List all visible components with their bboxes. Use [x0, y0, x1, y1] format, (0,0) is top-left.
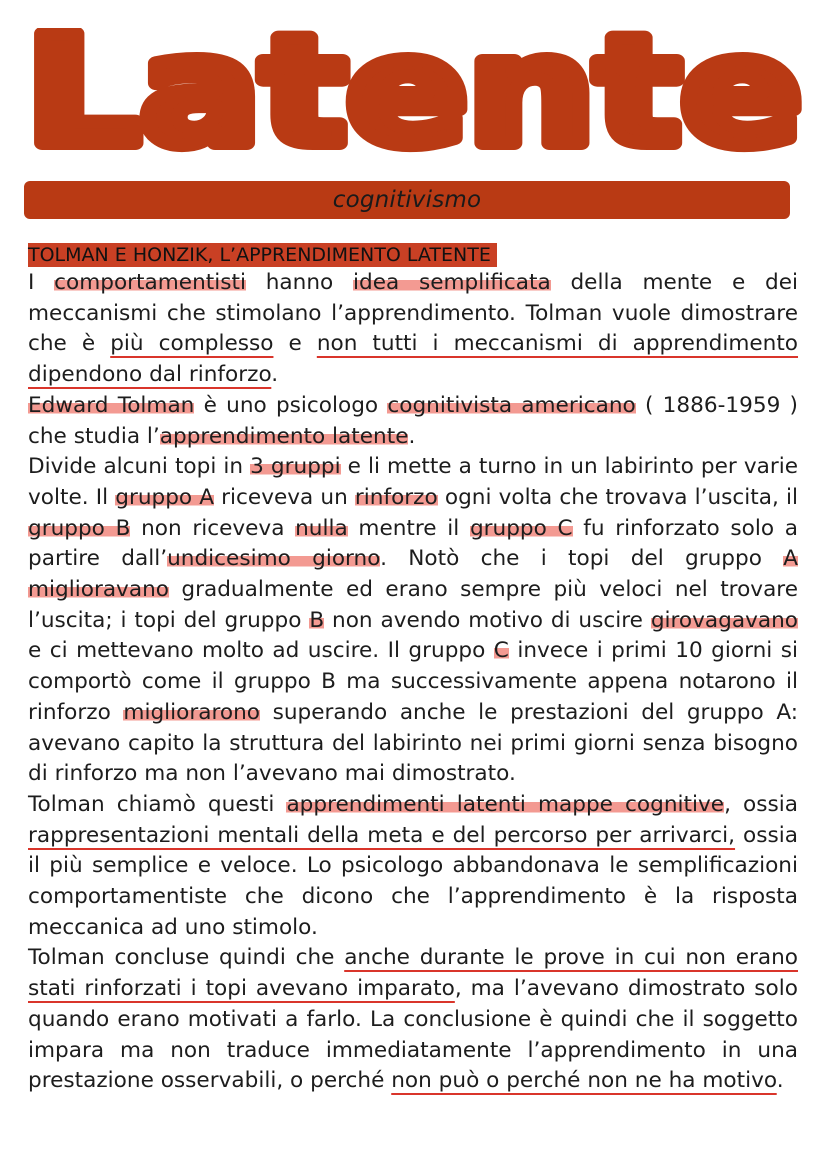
text: ( 1886-1959 ) che studia l’: [28, 392, 798, 449]
paragraph-1: [28, 268, 798, 391]
highlight: gruppo B: [28, 515, 131, 541]
highlight: cognitivista americano: [387, 392, 636, 418]
text: ogni volta che trovava l’uscita, il: [437, 484, 798, 510]
body-text: [28, 268, 798, 1097]
text: gradualmente ed erano sempre più veloci nel trovare l’uscita; i topi del gruppo: [28, 577, 798, 633]
highlight: undicesimo giorno: [167, 546, 381, 572]
text: Tolman concluse quindi che: [28, 945, 345, 971]
text: , ossia: [724, 791, 798, 817]
underline: non tutti i meccanismi di apprendimento dipendono dal rinforzo: [28, 331, 799, 388]
highlight: girovagavano: [650, 607, 798, 633]
text: Divide alcuni topi in: [28, 454, 251, 480]
highlight: C: [493, 638, 509, 664]
text: .: [776, 1068, 784, 1094]
text: . Notò che i topi del gruppo: [380, 546, 784, 572]
paragraph-5: [28, 943, 798, 1097]
text: mentre il: [347, 515, 470, 541]
highlight: 3 gruppi: [250, 454, 341, 480]
page-title-text: Latente: [26, 28, 802, 168]
highlight: A miglioravano: [28, 546, 799, 603]
text: Tolman chiamò questi: [28, 791, 287, 817]
text: , ma l’avevano dimostrato solo quando erano motivati a farlo. La conclusione è quindi che il soggetto impara ma non traduce immediatamente l’apprendimento in una prestazione osservabili, o perché: [28, 976, 798, 1094]
underline: anche durante le prove in cui non erano stati rinforzati i topi avevano imparato: [28, 945, 798, 1002]
text: e: [273, 331, 317, 357]
paragraph-2: [28, 391, 798, 452]
text: riceveva un: [214, 484, 355, 510]
paragraph-3: [28, 452, 798, 790]
highlight: rinforzo: [354, 484, 438, 510]
text: .: [271, 362, 279, 388]
text: ossia il più semplice e veloce. Lo psicologo abbandonava le semplificazioni comportamentiste che dicono che l’apprendimento è la risposta meccanica ad uno stimolo.: [28, 822, 798, 940]
highlight: migliorarono: [123, 699, 260, 725]
highlight: gruppo C: [469, 515, 573, 541]
text: è uno psicologo: [194, 392, 388, 418]
highlight: Edward Tolman: [28, 392, 195, 418]
text: e ci mettevano molto ad uscire. Il gruppo: [28, 638, 494, 664]
text: I: [28, 270, 55, 295]
highlight: apprendimento latente: [159, 423, 409, 449]
underline: rappresentazioni mentali della meta e del percorso per arrivarci,: [28, 822, 736, 848]
text: non avendo motivo di uscire: [324, 607, 651, 633]
highlight: gruppo A: [115, 484, 215, 510]
paragraph-4: [28, 790, 798, 944]
text: della mente e dei meccanismi che stimolano l’apprendimento. Tolman vuole dimostrare che è: [28, 270, 799, 357]
highlight: B: [309, 607, 325, 633]
text: fu rinforzato solo a partire dall’: [28, 515, 798, 572]
underline: non può o perché non ne ha motivo: [391, 1068, 777, 1094]
highlight: nulla: [295, 515, 348, 541]
subtitle-bar: [24, 181, 790, 219]
text: .: [408, 423, 416, 449]
text: superando anche le prestazioni del gruppo A: avevano capito la struttura del labirinto nei primi giorni senza bisogno di rinforzo ma non l’avevano mai dimostrato.: [28, 699, 798, 787]
text: hanno: [245, 270, 353, 295]
text: e li mette a turno in un labirinto per varie volte. Il: [28, 454, 798, 510]
highlight: comportamentisti: [54, 270, 246, 295]
page-title: [22, 28, 806, 168]
section-heading: TOLMAN E HONZIK, L’APPRENDIMENTO LATENTE: [28, 243, 497, 267]
text: non riceveva: [130, 515, 296, 541]
underline: più complesso: [110, 331, 274, 357]
highlight: idea semplificata: [353, 270, 551, 295]
text: invece i primi 10 giorni si comportò come il gruppo B ma successivamente appena notarono il rinforzo: [28, 638, 798, 725]
subtitle: cognitivismo: [332, 187, 482, 213]
highlight: apprendimenti latenti mappe cognitive: [286, 791, 725, 817]
